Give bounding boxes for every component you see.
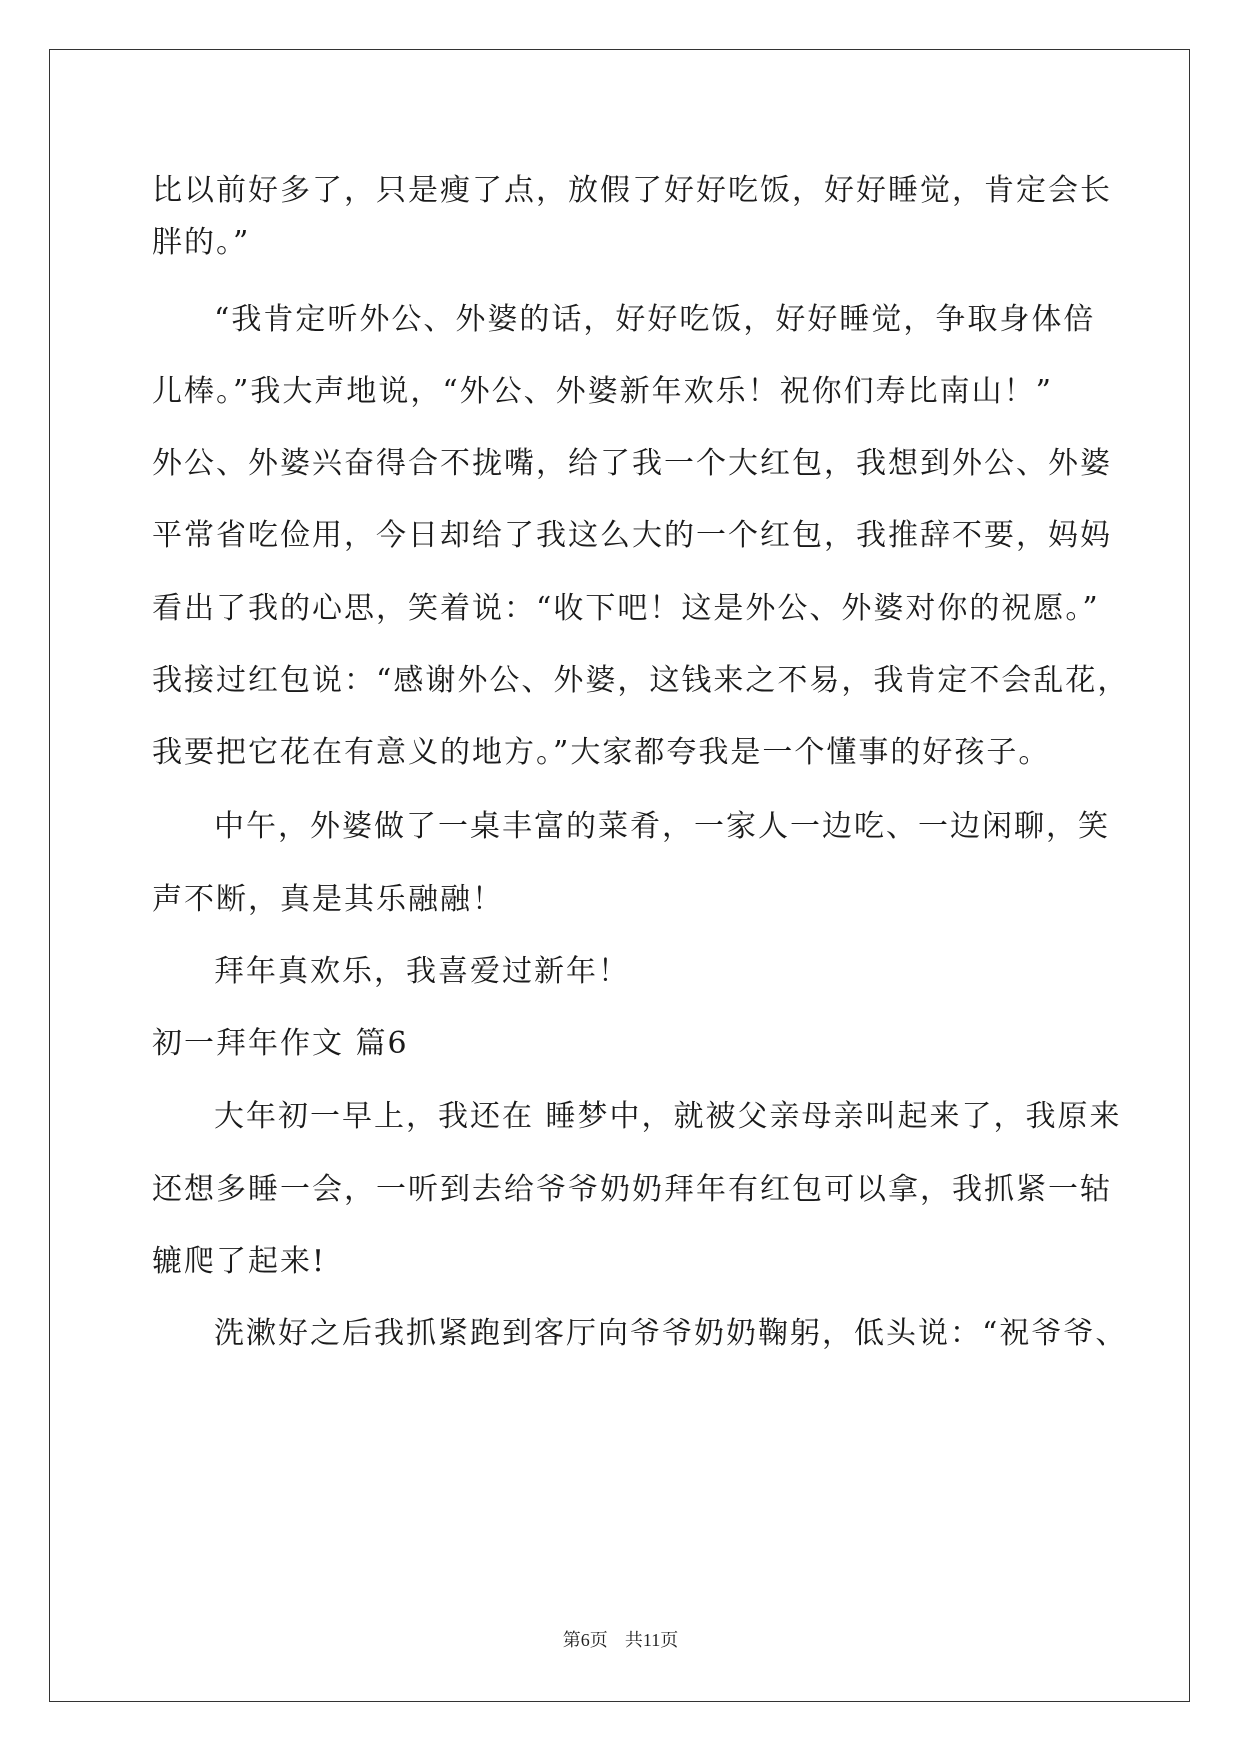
text-line: 还想多睡一会，一听到去给爷爷奶奶拜年有红包可以拿，我抓紧一轱 <box>152 1172 1112 1207</box>
text-line: 胖的。” <box>152 225 251 260</box>
paragraph-line: 拜年真欢乐，我喜爱过新年！ <box>214 954 630 989</box>
text-line: 儿棒。”我大声地说，“外公、外婆新年欢乐！祝你们寿比南山！” <box>152 374 1054 409</box>
text-line: 平常省吃俭用，今日却给了我这么大的一个红包，我推辞不要，妈妈 <box>152 518 1112 553</box>
paragraph-line: “我肯定听外公、外婆的话，好好吃饭，好好睡觉，争取身体倍 <box>214 302 1096 337</box>
page-border <box>49 49 1190 1702</box>
paragraph-line: 大年初一早上，我还在 睡梦中，就被父亲母亲叫起来了，我原来 <box>214 1099 1122 1134</box>
page-prefix: 第 <box>562 1630 581 1651</box>
text-line: 声不断，真是其乐融融！ <box>152 882 504 917</box>
paragraph-line: 洗漱好之后我抓紧跑到客厅向爷爷奶奶鞠躬，低头说：“祝爷爷、 <box>214 1316 1128 1351</box>
text-line: 外公、外婆兴奋得合不拢嘴，给了我一个大红包，我想到外公、外婆 <box>152 446 1112 481</box>
text-line: 我要把它花在有意义的地方。”大家都夸我是一个懂事的好孩子。 <box>152 735 1051 770</box>
text-line: 比以前好多了，只是瘦了点，放假了好好吃饭，好好睡觉，肯定会长 <box>152 173 1112 208</box>
page-suffix: 页 <box>589 1630 608 1651</box>
text-line: 看出了我的心思，笑着说：“收下吧！这是外公、外婆对你的祝愿。” <box>152 591 1100 626</box>
total-page-count: 11 <box>642 1630 661 1650</box>
paragraph-line: 中午，外婆做了一桌丰富的菜肴，一家人一边吃、一边闲聊，笑 <box>214 809 1110 844</box>
total-suffix: 页 <box>660 1630 679 1651</box>
text-line: 辘爬了起来! <box>152 1244 327 1279</box>
section-heading: 初一拜年作文 篇6 <box>152 1026 409 1061</box>
text-line: 我接过红包说：“感谢外公、外婆，这钱来之不易，我肯定不会乱花， <box>152 663 1130 698</box>
page-footer <box>0 1628 1241 1653</box>
total-prefix: 共 <box>624 1630 643 1651</box>
current-page-number: 6 <box>580 1630 590 1650</box>
